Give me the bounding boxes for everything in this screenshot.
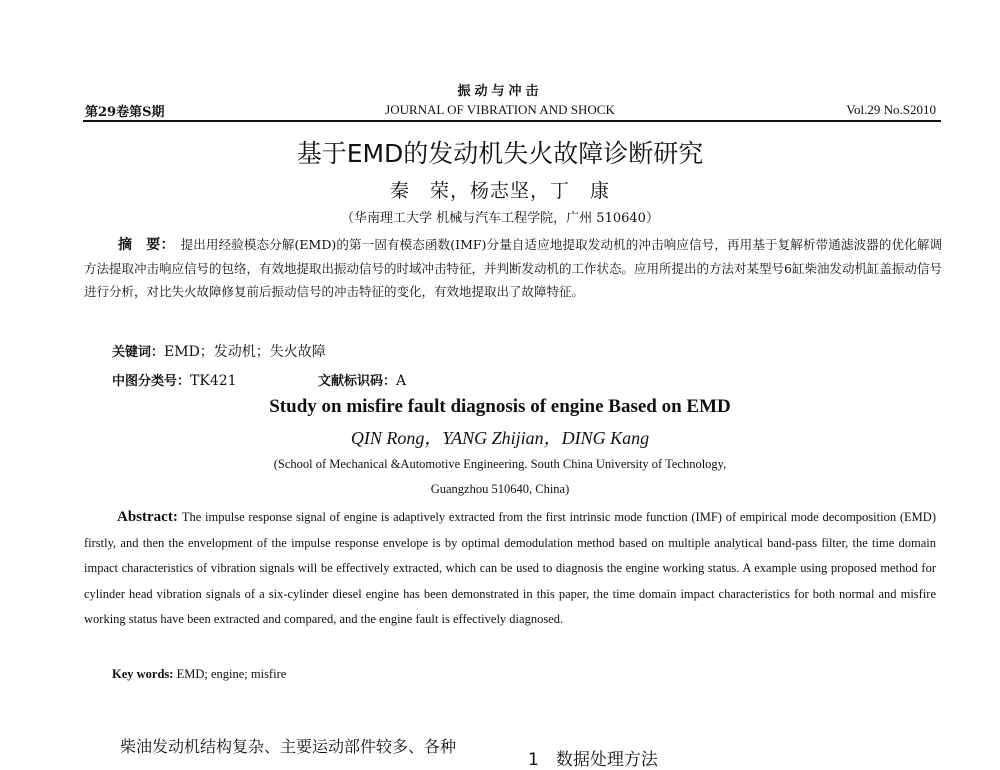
affiliation-cn: （华南理工大学 机械与汽车工程学院，广州 510640） [341,211,659,226]
abstract-en-label: Abstract: [117,509,178,525]
abstract-cn-label: 摘 要： [118,237,175,253]
paper-title-cn: 基于EMD的发动机失火故障诊断研究 [296,139,704,168]
keywords-cn-label: 关键词： [112,345,165,360]
keywords-en-label: Key words: [112,667,174,681]
keywords-cn-text: EMD；发动机；失火故障 [164,344,326,360]
keywords-cn [112,341,326,361]
document-code [318,370,406,389]
authors-cn: 秦 荣，杨志坚，丁 康 [389,180,610,202]
classification-value: TK421 [190,373,237,389]
section-heading-1: 1 数据处理方法 [528,750,658,770]
volume-cn: 第29卷第S期 [85,105,165,120]
header-rule [83,120,941,122]
classification-label: 中图分类号： [112,374,191,389]
paper-title-en: Study on misfire fault diagnosis of engine Based on EMD [269,396,731,417]
keywords-en [112,667,286,682]
abstract-cn-text: 提出用经验模态分解(EMD)的第一固有模态函数(IMF)分量自适应地提取发动机的冲击响应信号，再用基于复解析带通滤波器的优化解调方法提取冲击响应信号的包络，有效地提取出振动信号的时域冲击特征，并判断发动机的工作状态。应用所提出的方法对某型号6缸柴油发动机缸盖振动信号进行分析，对比失火故障修复前后振动信号的冲击特征的变化，有效地提取出了故障特征。 [84,237,942,299]
volume-en: Vol.29 No.S2010 [846,102,936,117]
keywords-en-text: EMD; engine; misfire [176,667,287,681]
document-code-label: 文献标识码： [318,374,397,389]
affiliation-en-line1: (School of Mechanical &Automotive Engineering. South China University of Technology, [273,457,727,471]
abstract-en-text: The impulse response signal of engine is adaptively extracted from the first intrinsic mode function (IMF) of empirical mode decomposition (EMD) firstly, and then the envelopment of the impulse response envelope is by optimal demodulation method based on multiple analytical band-pass filter, the time domain impact characteristics of vibration signals will be effectively extracted, which can be used to diagnosis the engine working status. A example using proposed method for cylinder head vibration signals of a six-cylinder diesel engine has been demonstrated in this paper, the time domain impact characteristics for both normal and misfire working status have been extracted and compared, and the engine fault is effectively diagnosed. [84,510,936,626]
classification-number [112,370,237,389]
journal-name-en: JOURNAL OF VIBRATION AND SHOCK [385,102,615,117]
abstract-en [84,505,936,633]
abstract-cn [84,233,942,303]
document-code-value: A [396,373,407,389]
authors-en: QIN Rong，YANG Zhijian，DING Kang [350,428,650,448]
journal-name-cn: 振动与冲击 [457,84,543,99]
affiliation-en-line2: Guangzhou 510640, China) [430,482,570,496]
body-text-start: 柴油发动机结构复杂、主要运动部件较多、各种 [120,737,457,756]
